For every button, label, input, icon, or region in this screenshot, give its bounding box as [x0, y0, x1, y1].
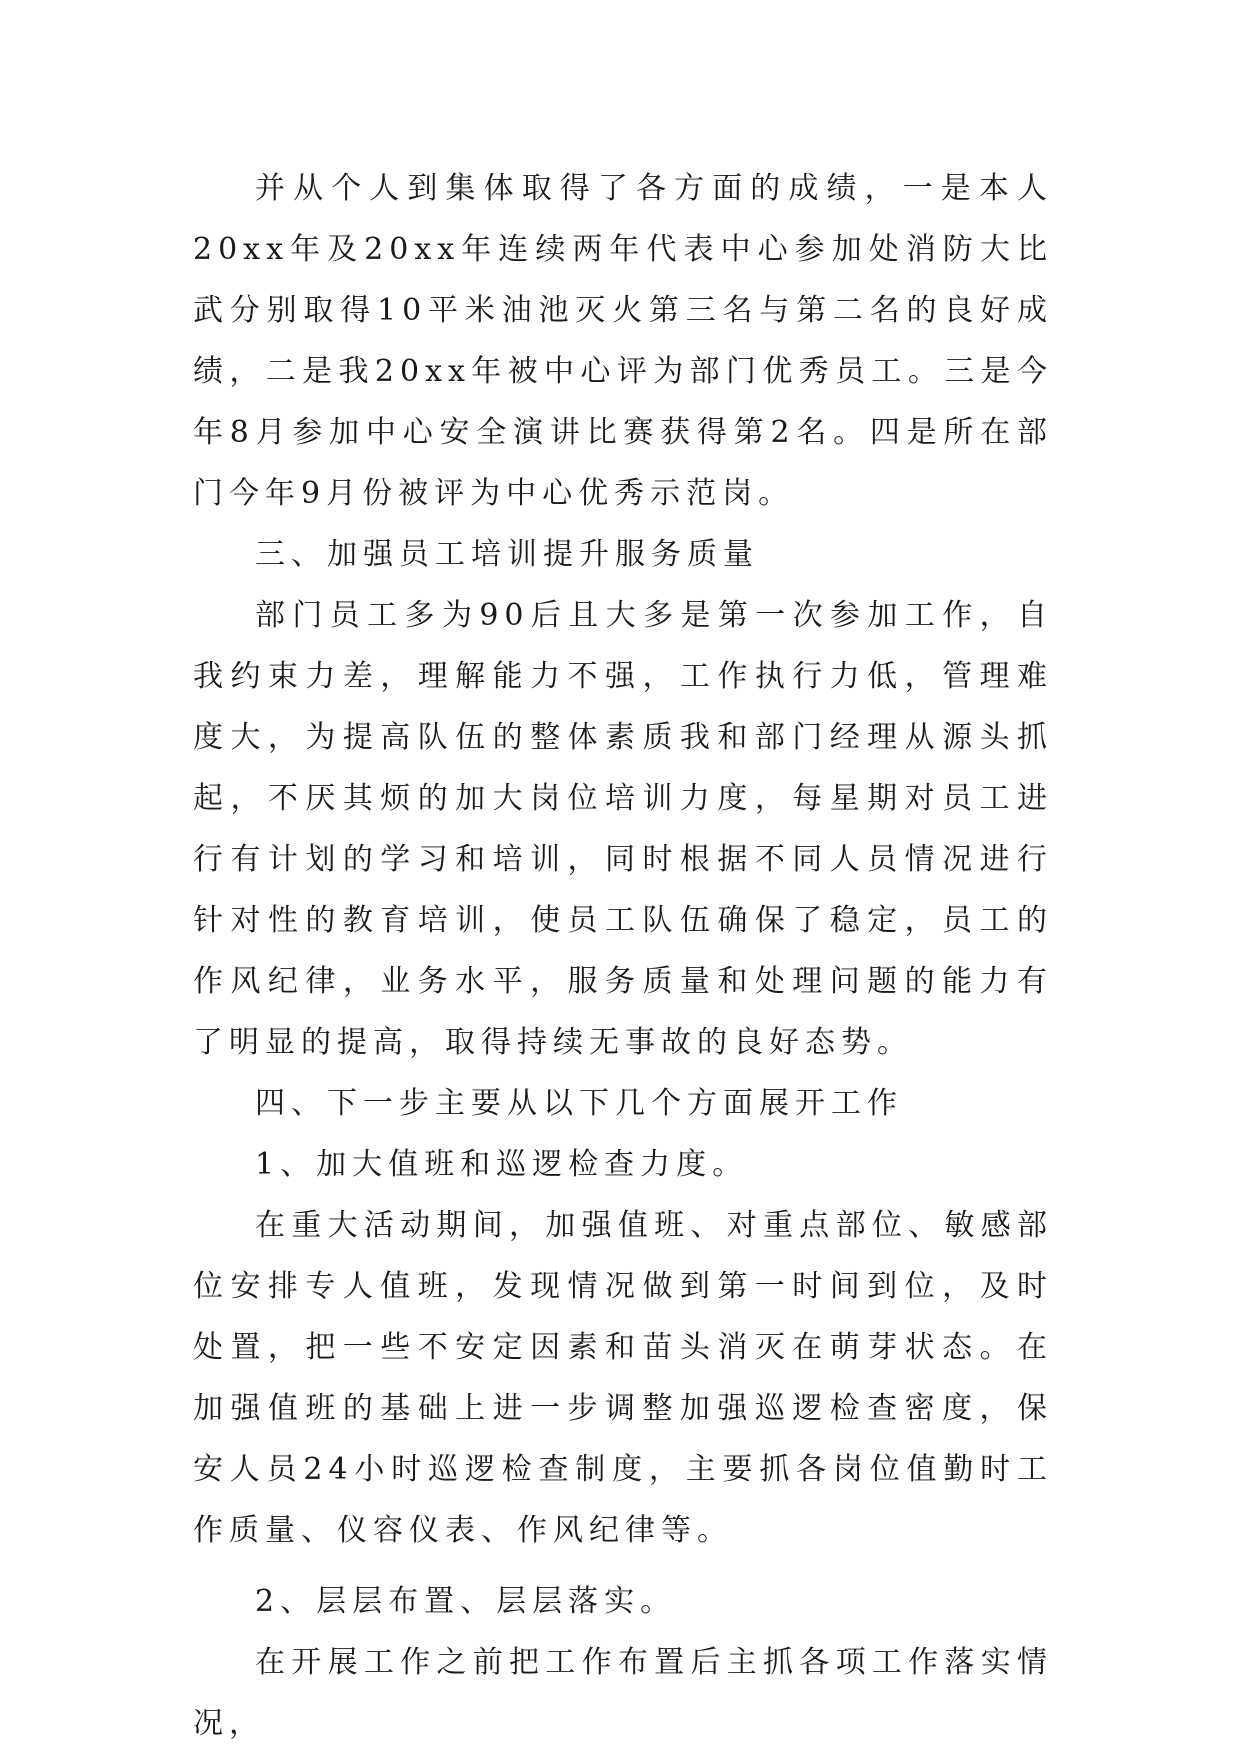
section-heading-training: 三、加强员工培训提升服务质量 — [255, 537, 759, 572]
paragraph-patrol: 在重大活动期间，加强值班、对重点部位、敏感部位安排专人值班，发现情况做到第一时间到位，及时处置，把一些不安定因素和苗头消灭在萌芽状态。在加强值班的基础上进一步调整加强巡逻检查密度，保安人员24小时巡逻检查制度，主要抓各岗位值勤时工作质量、仪容仪表、作风纪律等。 — [193, 1208, 1053, 1548]
paragraph-implementation: 在开展工作之前把工作布置后主抓各项工作落实情况， — [193, 1645, 1053, 1741]
subheading-implementation: 2、层层布置、层层落实。 — [255, 1584, 677, 1619]
section-heading-next-steps: 四、下一步主要从以下几个方面展开工作 — [255, 1086, 903, 1121]
paragraph-achievements: 并从个人到集体取得了各方面的成绩，一是本人20xx年及20xx年连续两年代表中心参加处消防大比武分别取得10平米油池灭火第三名与第二名的良好成绩，二是我20xx年被中心评为部门优秀员工。三是今年8月参加中心安全演讲比赛获得第2名。四是所在部门今年9月份被评为中心优秀示范岗。 — [193, 171, 1053, 511]
subheading-patrol: 1、加大值班和巡逻检查力度。 — [255, 1147, 749, 1182]
paragraph-training: 部门员工多为90后且大多是第一次参加工作，自我约束力差，理解能力不强，工作执行力低，管理难度大，为提高队伍的整体素质我和部门经理从源头抓起，不厌其烦的加大岗位培训力度，每星期对员工进行有计划的学习和培训，同时根据不同人员情况进行针对性的教育培训，使员工队伍确保了稳定，员工的作风纪律，业务水平，服务质量和处理问题的能力有了明显的提高，取得持续无事故的良好态势。 — [193, 598, 1053, 1060]
document-body — [193, 158, 1053, 1754]
